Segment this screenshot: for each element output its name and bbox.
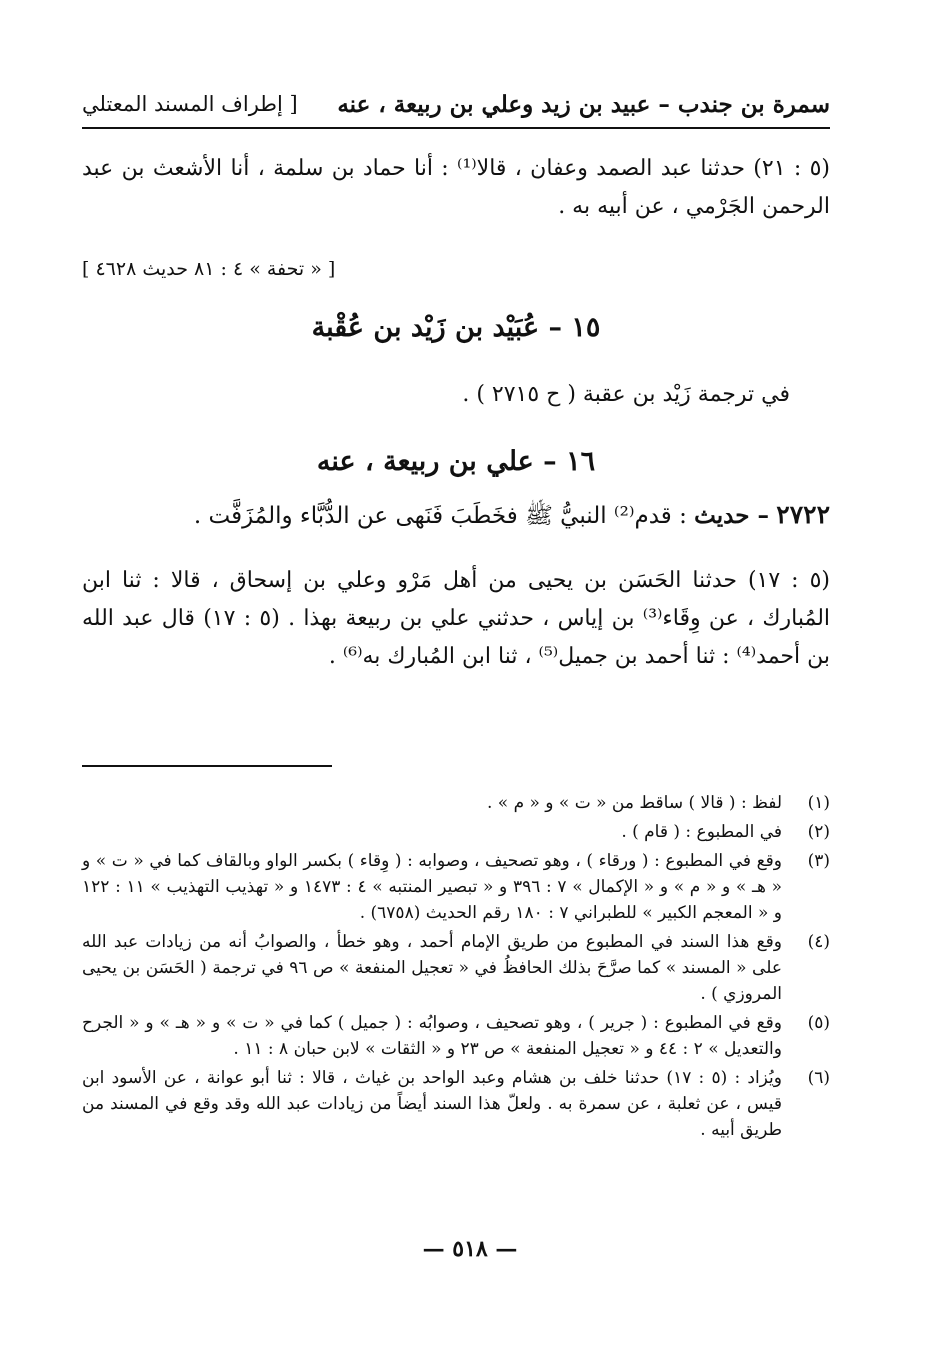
section-15-title: ١٥ – عُبَيْد بن زَيْد بن عُقْبة: [311, 312, 601, 343]
footnote: [82, 1065, 830, 1143]
footnote-number: (٤): [807, 932, 830, 952]
header-rule: [82, 127, 830, 129]
footnote-number: (٢): [807, 822, 830, 842]
footnote-text: لفظ : ( قالا ) ساقط من « ت » و « م » .: [486, 793, 782, 813]
footnotes: [82, 790, 830, 1146]
footnote: [82, 929, 830, 1007]
footnote: [82, 1010, 830, 1062]
footnote-number: (١): [807, 793, 830, 813]
isnad-paragraph-2: (٥ : ١٧) حدثنا الحَسَن بن يحيى من أهل مَرْو وعلي بن إسحاق ، قالا : ثنا ابن المُبارك ، عن وِقَاء⁽³⁾ بن إياس ، حدثني علي بن ربيعة بهذا . (٥ : ١٧) قال عبد الله بن أحمد⁽⁴⁾ : ثنا أحمد بن جميل⁽⁵⁾ ، ثنا ابن المُبارك به⁽⁶⁾ .: [82, 568, 831, 669]
footnote-number: (٥): [807, 1013, 830, 1033]
hadith-text: : قدم⁽²⁾ النبيُّ ﷺ فخَطَبَ فَنَهى عن الدُّبَّاء والمُزَفَّت .: [193, 503, 687, 529]
footnote: [82, 819, 830, 845]
section-16-title: ١٦ – علي بن ربيعة ، عنه: [316, 446, 596, 477]
footnote-number: (٦): [807, 1068, 830, 1088]
footnote: [82, 790, 830, 816]
page-number: — ٥١٨ —: [422, 1236, 518, 1262]
tuhfa-reference: [82, 258, 830, 280]
footnote-text: وقع هذا السند في المطبوع من طريق الإمام أحمد ، وهو خطأ ، والصوابُ أنه من زيادات عبد الله على « المسند » كما صرَّحَ بذلك الحافظُ في « تعجيل المنفعة » ص ٩٦ في ترجمة ( الحَسَن بن يحيى المروزي ) .: [82, 932, 782, 1004]
footnote-text: في المطبوع : ( قام ) .: [621, 822, 782, 842]
footnote-number: (٣): [807, 851, 830, 871]
running-head-book: [ إطراف المسند المعتلي: [82, 92, 298, 116]
hadith-number: ٢٧٢٢: [776, 500, 830, 529]
footnote: [82, 848, 830, 926]
section-15-text: في ترجمة زَيْد بن عقبة ( ح ٢٧١٥ ) .: [462, 382, 790, 407]
running-head: [82, 84, 830, 124]
footnote-text: وقع في المطبوع : ( جرير ) ، وهو تصحيف ، وصوابُه : ( جميل ) كما في « ت » و « هـ » و « الجرح والتعديل » ٢ : ٤٤ و « تعجيل المنفعة » ص ٢٣ و « الثقات » لابن حبان ٨ : ١١ .: [82, 1013, 782, 1059]
isnad-paragraph-1: (٥ : ٢١) حدثنا عبد الصمد وعفان ، قالا⁽¹⁾ : أنا حماد بن سلمة ، أنا الأشعث بن عبد الرحمن الجَرْمي ، عن أبيه به .: [82, 156, 831, 219]
hadith-keyword: – حديث: [694, 502, 769, 529]
footnote-text: وقع في المطبوع : ( ورقاء ) ، وهو تصحيف ، وصوابه : ( وِقاء ) بكسر الواو وبالقاف كما في « ت » و « هـ » و « م » و « الإكمال » ٧ : ٣٩٦ و « تبصير المنتبه » ٤ : ١٤٧٣ و « تهذيب التهذيب » ١١ : ١٢٢ و « المعجم الكبير » للطبراني ٧ : ١٨٠ رقم الحديث (٦٧٥٨) .: [82, 851, 782, 923]
footnote-rule: [82, 765, 332, 767]
footnote-text: ويُزاد : (٥ : ١٧) حدثنا خلف بن هشام وعبد الواحد بن غياث ، قالا : ثنا أبو عوانة ، عن الأسود ابن قيس ، عن ثعلبة ، عن سمرة به . ولعلّ هذا السند أيضاً من زيادات عبد الله وقد وقع في المسند من طريق أبيه .: [82, 1068, 782, 1140]
tuhfa-reference-text: [ « تحفة » ٤ : ٨١ حديث ٤٦٢٨ ]: [82, 258, 336, 280]
running-head-title: سمرة بن جندب – عبيد بن زيد وعلي بن ربيعة ، عنه: [337, 90, 830, 118]
hadith-entry: [82, 500, 830, 535]
